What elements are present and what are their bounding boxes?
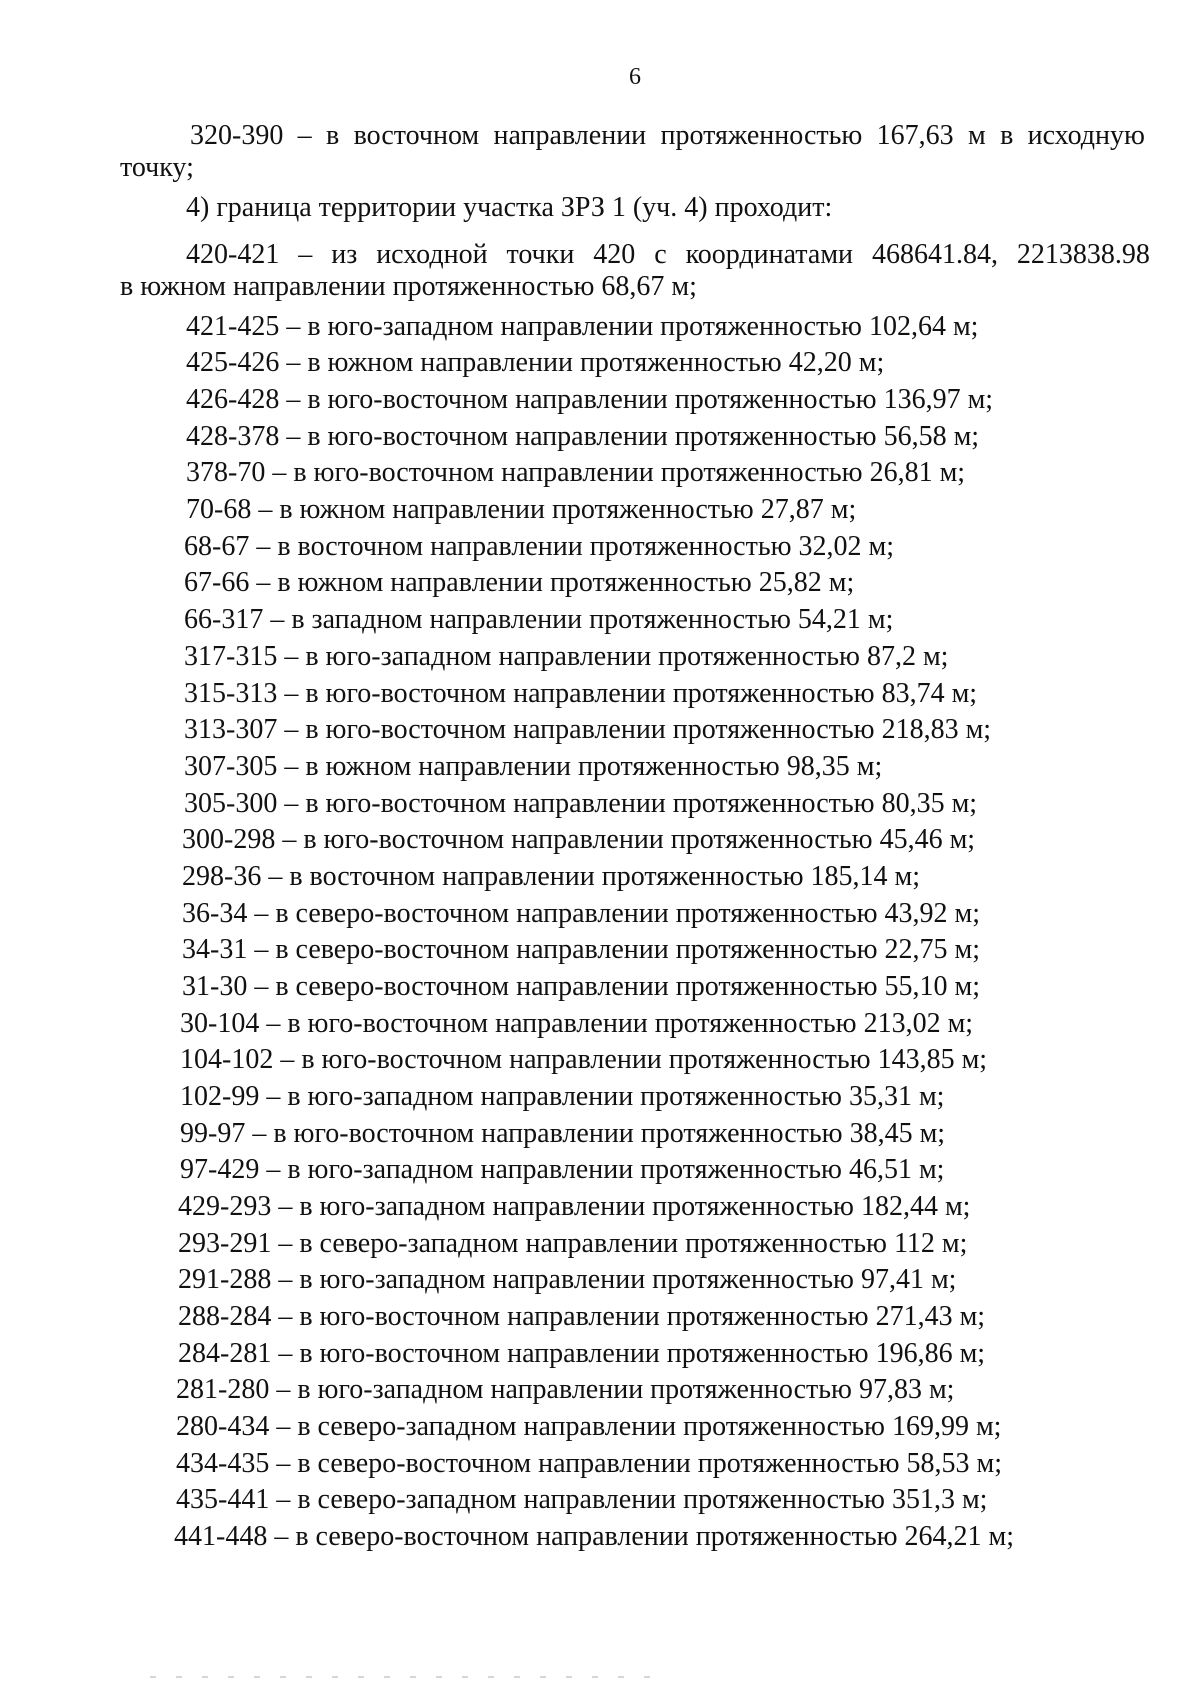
- segment-line: 435-441 – в северо-западном направлении протяженностью 351,3 м;: [176, 1484, 988, 1515]
- segment-line: 97-429 – в юго-западном направлении протяженностью 46,51 м;: [180, 1154, 945, 1185]
- segment-line: 434-435 – в северо-восточном направлении протяженностью 58,53 м;: [176, 1448, 1003, 1479]
- segment-line: 280-434 – в северо-западном направлении протяженностью 169,99 м;: [176, 1411, 1002, 1442]
- segment-line: 284-281 – в юго-восточном направлении протяженностью 196,86 м;: [178, 1338, 986, 1369]
- word: координатами: [685, 239, 854, 270]
- segment-line: 281-280 – в юго-западном направлении протяженностью 97,83 м;: [176, 1374, 955, 1405]
- scan-artifact: [150, 1676, 670, 1678]
- word: 420: [593, 239, 636, 270]
- segment-line: 429-293 – в юго-западном направлении протяженностью 182,44 м;: [178, 1191, 971, 1222]
- segment-line: 99-97 – в юго-восточном направлении протяженностью 38,45 м;: [180, 1118, 946, 1149]
- word: протяженностью: [660, 120, 863, 151]
- paragraph-320-390-line2: точку;: [120, 152, 194, 183]
- segment-line: 441-448 – в северо-восточном направлении протяженностью 264,21 м;: [174, 1521, 1015, 1552]
- segment-line: 293-291 – в северо-западном направлении протяженностью 112 м;: [178, 1228, 968, 1259]
- word: точки: [506, 239, 575, 270]
- word: 2213838.98: [1016, 239, 1150, 270]
- segment-line: 315-313 – в юго-восточном направлении протяженностью 83,74 м;: [184, 678, 978, 709]
- word: в: [1000, 120, 1014, 151]
- segment-line: 102-99 – в юго-западном направлении протяженностью 35,31 м;: [180, 1081, 945, 1112]
- word: 320-390: [190, 120, 284, 151]
- word: 167,63: [876, 120, 954, 151]
- segment-line: 298-36 – в восточном направлении протяженностью 185,14 м;: [182, 861, 921, 892]
- paragraph-320-390-line1: [190, 119, 1145, 153]
- word: в: [326, 120, 340, 151]
- segment-line: 30-104 – в юго-восточном направлении протяженностью 213,02 м;: [180, 1008, 974, 1039]
- word: м: [968, 120, 986, 151]
- segment-line: 313-307 – в юго-восточном направлении протяженностью 218,83 м;: [184, 714, 992, 745]
- segment-line: 425-426 – в южном направлении протяженностью 42,20 м;: [186, 347, 885, 378]
- segment-line: 70-68 – в южном направлении протяженностью 27,87 м;: [186, 494, 857, 525]
- segment-line: 378-70 – в юго-восточном направлении протяженностью 26,81 м;: [186, 457, 966, 488]
- segment-line: 428-378 – в юго-восточном направлении протяженностью 56,58 м;: [186, 421, 980, 452]
- segment-line: 307-305 – в южном направлении протяженностью 98,35 м;: [184, 751, 883, 782]
- segment-line: 68-67 – в восточном направлении протяженностью 32,02 м;: [184, 531, 895, 562]
- section-heading-zrz1-uch4: 4) граница территории участка ЗРЗ 1 (уч. 4) проходит:: [186, 192, 833, 223]
- word: 468641.84,: [871, 239, 998, 270]
- page-number: 6: [629, 64, 641, 90]
- segment-line: 66-317 – в западном направлении протяженностью 54,21 м;: [184, 604, 894, 635]
- paragraph-420-421-line2: в южном направлении протяженностью 68,67 м;: [120, 271, 697, 302]
- segment-line: 34-31 – в северо-восточном направлении протяженностью 22,75 м;: [182, 934, 981, 965]
- segment-line: 67-66 – в южном направлении протяженностью 25,82 м;: [184, 567, 855, 598]
- word: 420-421: [186, 239, 280, 270]
- segment-line: 104-102 – в юго-восточном направлении протяженностью 143,85 м;: [180, 1044, 988, 1075]
- segment-line: 36-34 – в северо-восточном направлении протяженностью 43,92 м;: [182, 898, 981, 929]
- segment-line: 31-30 – в северо-восточном направлении протяженностью 55,10 м;: [182, 971, 981, 1002]
- word: исходной: [376, 239, 488, 270]
- word: направлении: [493, 120, 647, 151]
- word: –: [297, 120, 312, 151]
- word: с: [654, 239, 667, 270]
- segment-line: 288-284 – в юго-восточном направлении протяженностью 271,43 м;: [178, 1301, 986, 1332]
- word: исходную: [1027, 120, 1145, 151]
- segment-line: 421-425 – в юго-западном направлении протяженностью 102,64 м;: [186, 311, 979, 342]
- segment-line: 317-315 – в юго-западном направлении протяженностью 87,2 м;: [184, 641, 949, 672]
- word: –: [298, 239, 313, 270]
- segment-line: 291-288 – в юго-западном направлении протяженностью 97,41 м;: [178, 1264, 957, 1295]
- segment-line: 426-428 – в юго-восточном направлении протяженностью 136,97 м;: [186, 384, 994, 415]
- word: восточном: [353, 120, 480, 151]
- segment-line: 300-298 – в юго-восточном направлении протяженностью 45,46 м;: [182, 824, 976, 855]
- paragraph-420-421-line1: [186, 238, 1150, 272]
- word: из: [331, 239, 358, 270]
- segment-line: 305-300 – в юго-восточном направлении протяженностью 80,35 м;: [184, 788, 978, 819]
